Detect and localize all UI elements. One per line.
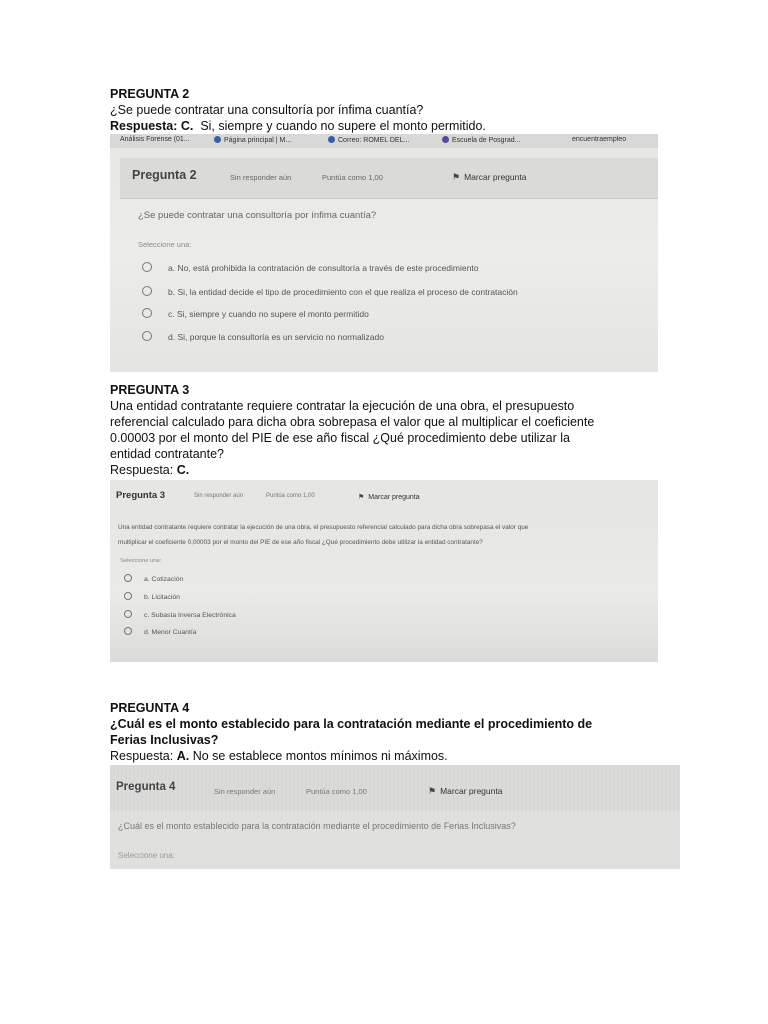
answer-label: Respuesta:: [110, 749, 174, 763]
question-header: [110, 480, 658, 514]
option-c[interactable]: c. Subasta Inversa Electrónica: [124, 610, 236, 619]
question-text: ¿Cuál es el monto establecido para la contratación mediante el procedimiento de Ferias Inclusivas?: [118, 821, 516, 831]
question-text: [118, 520, 658, 550]
question-score: Puntúa como 1,00: [306, 787, 367, 796]
radio-button-icon[interactable]: [124, 627, 132, 635]
radio-button-icon[interactable]: [124, 592, 132, 600]
question-4-answer: [110, 748, 592, 764]
screenshot-question-3: [110, 480, 658, 662]
question-3-answer: [110, 462, 594, 478]
question-3-line: referencial calculado para dicha obra sobrepasa el valor que al multiplicar el coeficiente: [110, 415, 595, 429]
answer-label: Respuesta:: [110, 463, 174, 477]
question-number: Pregunta 3: [116, 490, 166, 501]
school-icon: [442, 136, 449, 143]
screenshot-question-2: [110, 134, 658, 372]
question-number: Pregunta 4: [116, 781, 176, 793]
answer-value: C.: [176, 463, 190, 477]
bookmark-item: Análisis Forense (01...: [120, 136, 190, 143]
question-2-title: PREGUNTA 2: [110, 87, 190, 101]
flag-icon: ⚑: [452, 172, 461, 182]
select-one-label: Seleccione una:: [120, 558, 162, 564]
answer-text: No se establece montos mínimos ni máximos.: [192, 749, 448, 763]
option-b[interactable]: b. Licitación: [124, 592, 180, 601]
question-4-line: ¿Cuál es el monto establecido para la contratación mediante el procedimiento de: [110, 717, 593, 731]
option-a[interactable]: a. No, está prohibida la contratación de consultoría a través de este procedimiento: [142, 262, 478, 273]
flag-question-button[interactable]: ⚑ Marcar pregunta: [428, 786, 503, 796]
option-b[interactable]: b. Si, la entidad decide el tipo de procedimiento con el que realiza el proceso de contratación: [142, 286, 518, 297]
question-status: Sin responder aún: [194, 493, 244, 499]
question-4-title: PREGUNTA 4: [110, 701, 190, 715]
option-c[interactable]: c. Si, siempre y cuando no supere el monto permitido: [142, 308, 369, 319]
question-4-block: [110, 700, 592, 764]
screenshot-question-4: [110, 765, 680, 869]
bookmark-icon: [214, 136, 221, 143]
bookmark-item: Correo: ROMEL DEL...: [328, 136, 409, 144]
question-number: Pregunta 2: [132, 168, 197, 182]
question-3-block: [110, 382, 594, 478]
question-3-line: entidad contratante?: [110, 447, 224, 461]
question-2-answer: [110, 118, 486, 134]
question-status: Sin responder aún: [214, 787, 276, 796]
question-score: Puntúa como 1,00: [322, 173, 383, 182]
question-status: Sin responder aún: [230, 173, 292, 182]
flag-icon: ⚑: [428, 786, 437, 796]
question-header: [120, 158, 658, 199]
question-4-line: Ferias Inclusivas?: [110, 733, 219, 747]
radio-button-icon[interactable]: [142, 308, 152, 318]
question-text-line: multiplicar el coeficiente 0,00003 por el monto del PIE de ese año fiscal ¿Qué procedimiento debe utilizar la entidad contratante?: [118, 539, 483, 546]
question-2-block: [110, 86, 486, 134]
question-header: [110, 765, 680, 811]
radio-button-icon[interactable]: [142, 331, 152, 341]
bookmark-item: encuentraempleo: [572, 136, 627, 143]
flag-question-button[interactable]: ⚑ Marcar pregunta: [452, 172, 527, 182]
question-text: ¿Se puede contratar una consultoría por ínfima cuantía?: [138, 210, 377, 221]
select-one-label: Seleccione una:: [138, 240, 192, 249]
question-3-line: Una entidad contratante requiere contratar la ejecución de una obra, el presupuesto: [110, 399, 575, 413]
option-a[interactable]: a. Cotización: [124, 574, 183, 583]
question-3-line: 0.00003 por el monto del PIE de ese año fiscal ¿Qué procedimiento debe utilizar la: [110, 431, 570, 445]
question-text-line: Una entidad contratante requiere contratar la ejecución de una obra, el presupuesto referencial calculado para dicha obra sobrepasa el valor que: [118, 524, 529, 531]
radio-button-icon[interactable]: [142, 262, 152, 272]
radio-button-icon[interactable]: [124, 574, 132, 582]
answer-label: Respuesta: C.: [110, 119, 194, 133]
answer-text: Si, siempre y cuando no supere el monto permitido.: [200, 119, 486, 133]
question-score: Puntúa como 1,00: [266, 493, 315, 499]
radio-button-icon[interactable]: [142, 286, 152, 296]
answer-value: A.: [176, 749, 190, 763]
flag-icon: ⚑: [358, 494, 365, 501]
question-3-title: PREGUNTA 3: [110, 383, 190, 397]
select-one-label: Seleccione una:: [118, 851, 175, 860]
question-2-text: ¿Se puede contratar una consultoría por ínfima cuantía?: [110, 103, 424, 117]
bookmark-item: Página principal | M...: [214, 136, 291, 144]
bookmark-item: Escuela de Posgrad...: [442, 136, 521, 144]
mail-icon: [328, 136, 335, 143]
bookmarks-bar: [110, 134, 658, 148]
option-d[interactable]: d. Menor Cuantía: [124, 627, 197, 636]
radio-button-icon[interactable]: [124, 610, 132, 618]
option-d[interactable]: d. Si, porque la consultoría es un servicio no normalizado: [142, 331, 384, 342]
flag-question-button[interactable]: ⚑ Marcar pregunta: [358, 494, 420, 501]
